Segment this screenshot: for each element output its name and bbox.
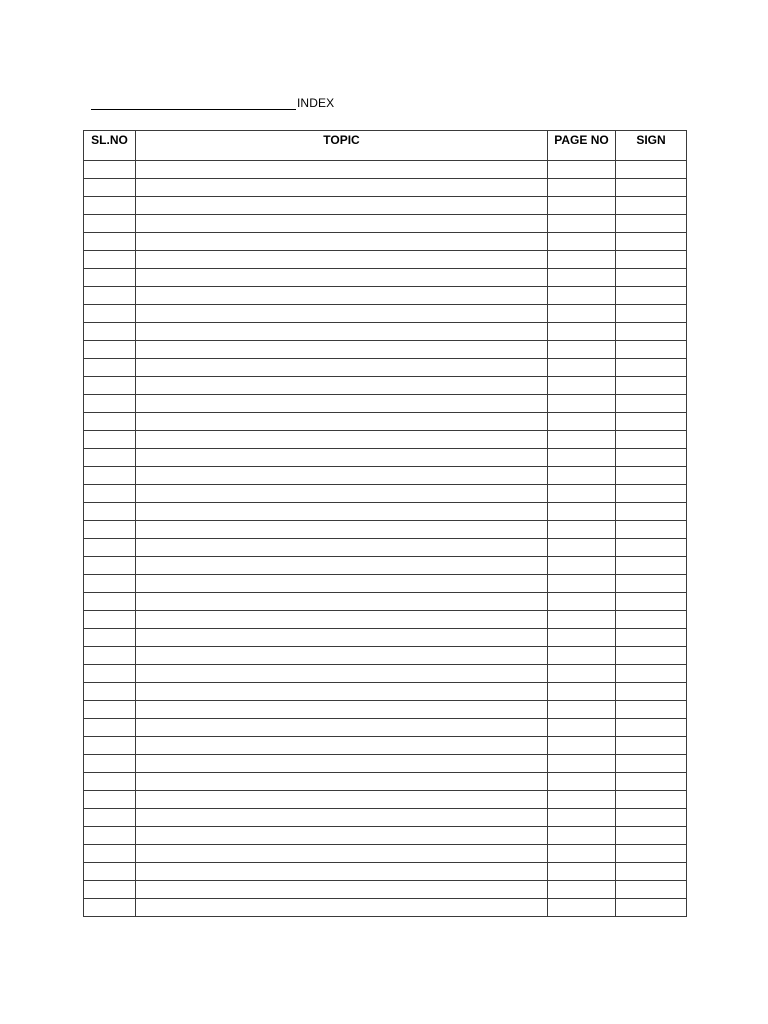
cell-sl-no — [84, 323, 136, 341]
cell-page-no — [548, 485, 616, 503]
table-row — [84, 611, 687, 629]
cell-sign — [616, 647, 687, 665]
cell-sl-no — [84, 593, 136, 611]
table-row — [84, 161, 687, 179]
table-row — [84, 233, 687, 251]
page-title: INDEX — [297, 96, 335, 110]
cell-sign — [616, 485, 687, 503]
cell-page-no — [548, 521, 616, 539]
cell-page-no — [548, 467, 616, 485]
cell-topic — [136, 737, 548, 755]
cell-topic — [136, 647, 548, 665]
cell-sl-no — [84, 791, 136, 809]
cell-sl-no — [84, 647, 136, 665]
index-header — [91, 94, 334, 110]
cell-page-no — [548, 683, 616, 701]
cell-page-no — [548, 575, 616, 593]
cell-sign — [616, 449, 687, 467]
cell-sl-no — [84, 431, 136, 449]
table-row — [84, 719, 687, 737]
cell-page-no — [548, 161, 616, 179]
table-row — [84, 269, 687, 287]
cell-sl-no — [84, 557, 136, 575]
cell-sl-no — [84, 197, 136, 215]
cell-page-no — [548, 719, 616, 737]
cell-sign — [616, 521, 687, 539]
column-header-page-no: PAGE NO — [548, 131, 616, 161]
cell-sign — [616, 611, 687, 629]
cell-sign — [616, 179, 687, 197]
cell-sl-no — [84, 809, 136, 827]
cell-topic — [136, 665, 548, 683]
cell-sl-no — [84, 773, 136, 791]
cell-page-no — [548, 449, 616, 467]
cell-topic — [136, 431, 548, 449]
index-table — [83, 130, 687, 917]
cell-sign — [616, 845, 687, 863]
cell-topic — [136, 233, 548, 251]
cell-page-no — [548, 701, 616, 719]
cell-topic — [136, 413, 548, 431]
cell-sl-no — [84, 719, 136, 737]
table-row — [84, 431, 687, 449]
cell-page-no — [548, 827, 616, 845]
cell-sign — [616, 287, 687, 305]
cell-topic — [136, 503, 548, 521]
cell-sl-no — [84, 701, 136, 719]
cell-sign — [616, 881, 687, 899]
cell-topic — [136, 305, 548, 323]
cell-topic — [136, 755, 548, 773]
cell-topic — [136, 215, 548, 233]
cell-topic — [136, 773, 548, 791]
cell-sign — [616, 791, 687, 809]
table-row — [84, 557, 687, 575]
cell-sl-no — [84, 179, 136, 197]
cell-sl-no — [84, 251, 136, 269]
cell-sign — [616, 575, 687, 593]
table-row — [84, 737, 687, 755]
table-row — [84, 683, 687, 701]
table-row — [84, 629, 687, 647]
cell-page-no — [548, 863, 616, 881]
cell-sign — [616, 719, 687, 737]
table-row — [84, 323, 687, 341]
cell-sl-no — [84, 827, 136, 845]
cell-sign — [616, 431, 687, 449]
table-row — [84, 395, 687, 413]
cell-topic — [136, 593, 548, 611]
cell-sl-no — [84, 503, 136, 521]
cell-topic — [136, 881, 548, 899]
cell-page-no — [548, 269, 616, 287]
cell-topic — [136, 521, 548, 539]
cell-sl-no — [84, 539, 136, 557]
cell-topic — [136, 539, 548, 557]
cell-topic — [136, 845, 548, 863]
cell-sign — [616, 395, 687, 413]
table-row — [84, 755, 687, 773]
table-row — [84, 863, 687, 881]
cell-topic — [136, 287, 548, 305]
table-row — [84, 503, 687, 521]
cell-page-no — [548, 287, 616, 305]
cell-sign — [616, 251, 687, 269]
cell-page-no — [548, 593, 616, 611]
cell-sl-no — [84, 377, 136, 395]
cell-page-no — [548, 755, 616, 773]
table-row — [84, 359, 687, 377]
cell-sl-no — [84, 161, 136, 179]
cell-topic — [136, 899, 548, 917]
cell-page-no — [548, 323, 616, 341]
cell-page-no — [548, 845, 616, 863]
table-row — [84, 575, 687, 593]
cell-sl-no — [84, 611, 136, 629]
cell-sign — [616, 557, 687, 575]
table-row — [84, 305, 687, 323]
cell-topic — [136, 557, 548, 575]
cell-topic — [136, 611, 548, 629]
cell-sign — [616, 233, 687, 251]
cell-sl-no — [84, 575, 136, 593]
cell-sign — [616, 413, 687, 431]
cell-topic — [136, 179, 548, 197]
cell-page-no — [548, 809, 616, 827]
cell-topic — [136, 395, 548, 413]
cell-topic — [136, 449, 548, 467]
cell-page-no — [548, 737, 616, 755]
cell-sl-no — [84, 521, 136, 539]
cell-sign — [616, 503, 687, 521]
table-row — [84, 809, 687, 827]
cell-sign — [616, 899, 687, 917]
cell-page-no — [548, 413, 616, 431]
column-header-topic: TOPIC — [136, 131, 548, 161]
table-row — [84, 215, 687, 233]
cell-topic — [136, 683, 548, 701]
cell-sl-no — [84, 449, 136, 467]
cell-topic — [136, 701, 548, 719]
column-header-sign: SIGN — [616, 131, 687, 161]
cell-page-no — [548, 341, 616, 359]
cell-sign — [616, 305, 687, 323]
cell-sl-no — [84, 683, 136, 701]
table-row — [84, 827, 687, 845]
cell-sl-no — [84, 233, 136, 251]
table-row — [84, 701, 687, 719]
cell-page-no — [548, 881, 616, 899]
cell-sl-no — [84, 467, 136, 485]
cell-page-no — [548, 377, 616, 395]
table-row — [84, 377, 687, 395]
cell-sl-no — [84, 629, 136, 647]
cell-sl-no — [84, 215, 136, 233]
cell-page-no — [548, 251, 616, 269]
cell-sign — [616, 269, 687, 287]
cell-page-no — [548, 611, 616, 629]
cell-topic — [136, 161, 548, 179]
cell-sl-no — [84, 305, 136, 323]
cell-sign — [616, 215, 687, 233]
cell-sl-no — [84, 881, 136, 899]
table-row — [84, 197, 687, 215]
column-header-sl-no: SL.NO — [84, 131, 136, 161]
cell-page-no — [548, 431, 616, 449]
cell-topic — [136, 341, 548, 359]
table-row — [84, 341, 687, 359]
cell-topic — [136, 719, 548, 737]
table-row — [84, 593, 687, 611]
cell-sign — [616, 539, 687, 557]
cell-topic — [136, 863, 548, 881]
cell-sign — [616, 323, 687, 341]
table-header-row — [84, 131, 687, 161]
cell-sign — [616, 377, 687, 395]
cell-topic — [136, 323, 548, 341]
cell-topic — [136, 827, 548, 845]
cell-topic — [136, 629, 548, 647]
table-row — [84, 413, 687, 431]
table-row — [84, 251, 687, 269]
table-row — [84, 449, 687, 467]
cell-sign — [616, 467, 687, 485]
table-row — [84, 665, 687, 683]
cell-topic — [136, 359, 548, 377]
cell-sl-no — [84, 395, 136, 413]
cell-sl-no — [84, 269, 136, 287]
cell-sl-no — [84, 413, 136, 431]
table-row — [84, 899, 687, 917]
table-row — [84, 485, 687, 503]
cell-sign — [616, 197, 687, 215]
table-row — [84, 881, 687, 899]
cell-page-no — [548, 899, 616, 917]
cell-sign — [616, 683, 687, 701]
cell-page-no — [548, 359, 616, 377]
cell-sign — [616, 341, 687, 359]
cell-sl-no — [84, 899, 136, 917]
cell-sl-no — [84, 737, 136, 755]
table-row — [84, 287, 687, 305]
cell-page-no — [548, 791, 616, 809]
table-body — [84, 161, 687, 917]
cell-sign — [616, 665, 687, 683]
table-row — [84, 773, 687, 791]
table-row — [84, 845, 687, 863]
cell-topic — [136, 197, 548, 215]
cell-sign — [616, 863, 687, 881]
cell-sign — [616, 629, 687, 647]
cell-topic — [136, 377, 548, 395]
cell-page-no — [548, 305, 616, 323]
title-underline — [91, 94, 296, 110]
cell-sign — [616, 701, 687, 719]
table-row — [84, 521, 687, 539]
table-row — [84, 179, 687, 197]
cell-sign — [616, 737, 687, 755]
cell-sign — [616, 161, 687, 179]
cell-page-no — [548, 539, 616, 557]
cell-sl-no — [84, 341, 136, 359]
cell-sl-no — [84, 359, 136, 377]
cell-topic — [136, 251, 548, 269]
table-row — [84, 647, 687, 665]
cell-page-no — [548, 215, 616, 233]
cell-sl-no — [84, 845, 136, 863]
cell-sl-no — [84, 755, 136, 773]
cell-sign — [616, 773, 687, 791]
cell-sl-no — [84, 665, 136, 683]
table-row — [84, 467, 687, 485]
cell-page-no — [548, 773, 616, 791]
cell-topic — [136, 467, 548, 485]
cell-sl-no — [84, 485, 136, 503]
cell-page-no — [548, 503, 616, 521]
cell-page-no — [548, 629, 616, 647]
cell-topic — [136, 269, 548, 287]
cell-sign — [616, 359, 687, 377]
table-row — [84, 539, 687, 557]
cell-sl-no — [84, 287, 136, 305]
cell-sign — [616, 593, 687, 611]
cell-page-no — [548, 557, 616, 575]
cell-page-no — [548, 179, 616, 197]
table-row — [84, 791, 687, 809]
cell-sign — [616, 827, 687, 845]
cell-topic — [136, 575, 548, 593]
cell-page-no — [548, 395, 616, 413]
cell-page-no — [548, 197, 616, 215]
cell-sl-no — [84, 863, 136, 881]
cell-topic — [136, 791, 548, 809]
cell-sign — [616, 809, 687, 827]
cell-page-no — [548, 233, 616, 251]
cell-page-no — [548, 665, 616, 683]
cell-page-no — [548, 647, 616, 665]
cell-topic — [136, 485, 548, 503]
cell-topic — [136, 809, 548, 827]
cell-sign — [616, 755, 687, 773]
